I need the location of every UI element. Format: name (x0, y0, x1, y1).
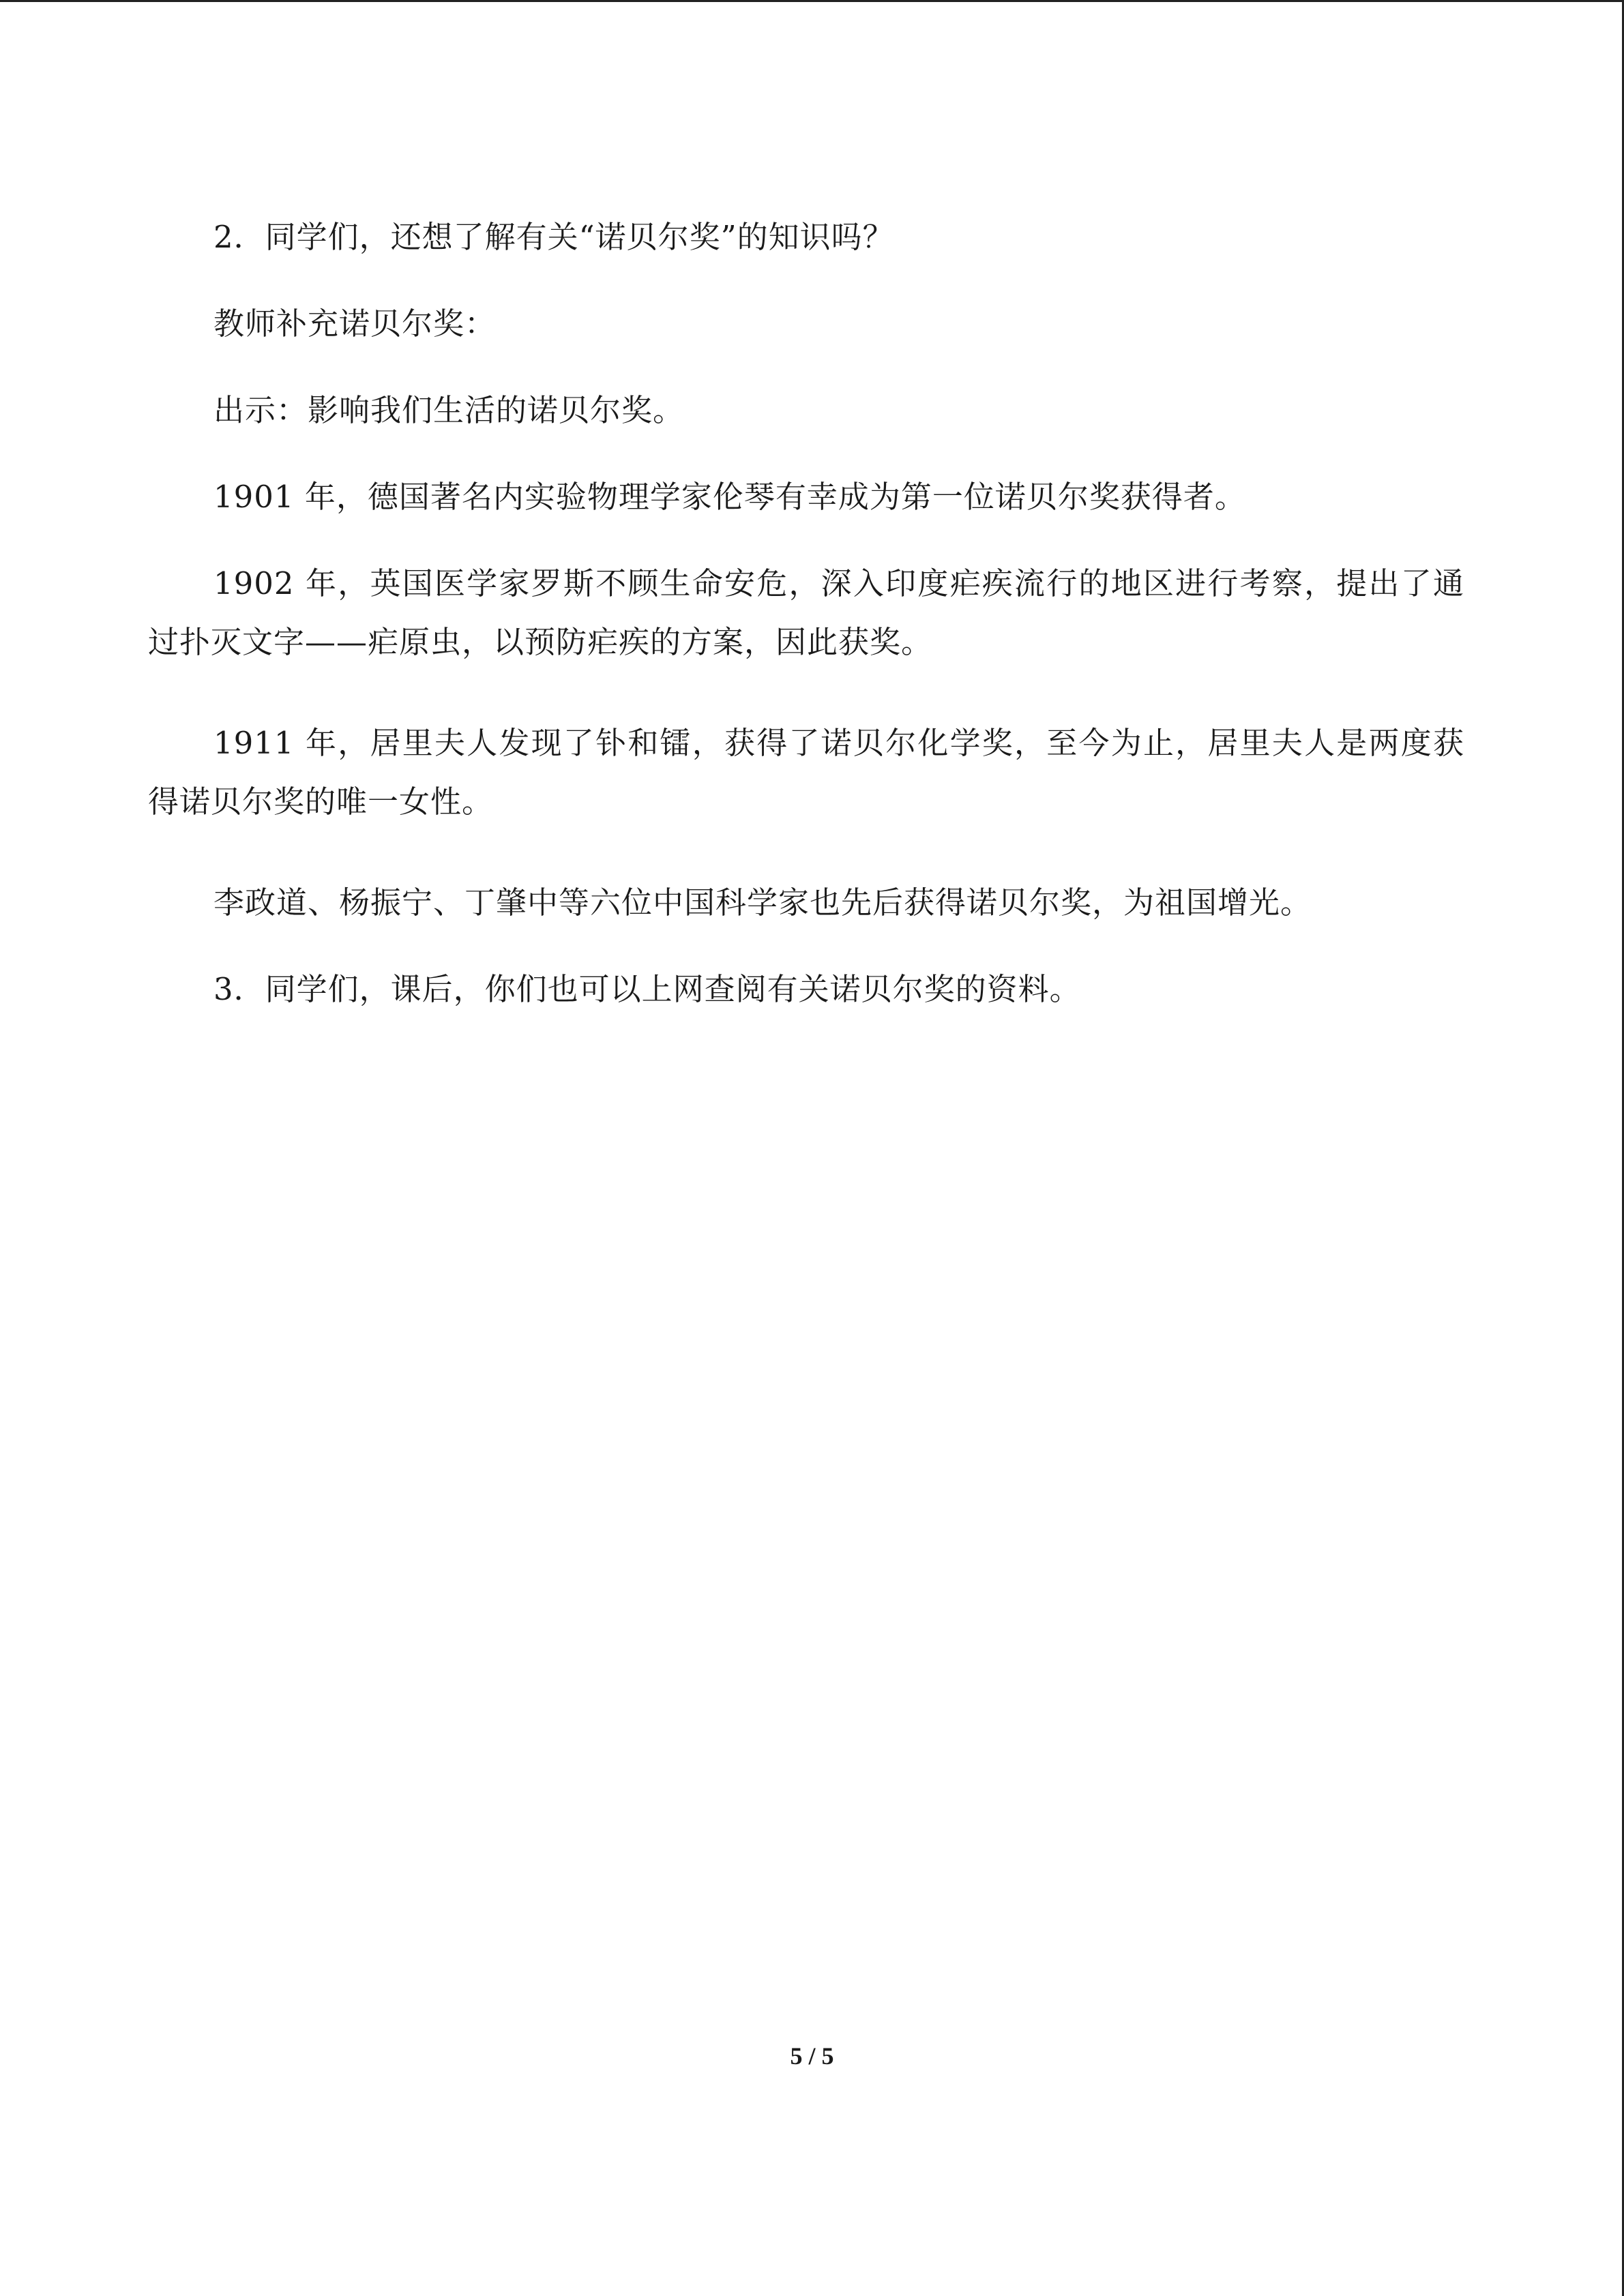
paragraph-show-title: 出示：影响我们生活的诺贝尔奖。 (213, 392, 685, 428)
paragraph-1911: 1911 年，居里夫人发现了钋和镭，获得了诺贝尔化学奖，至今为止，居里夫人是两度获得诺贝尔奖的唯一女性。 (148, 725, 1464, 820)
paragraph-1901: 1901 年，德国著名内实验物理学家伦琴有幸成为第一位诺贝尔奖获得者。 (213, 479, 1246, 515)
document-body (148, 208, 1464, 1047)
paragraph-teacher-supplement: 教师补充诺贝尔奖： (213, 305, 497, 342)
paragraph-1902: 1902 年，英国医学家罗斯不顾生命安危，深入印度疟疾流行的地区进行考察，提出了通过扑灭文字——疟原虫，以预防疟疾的方案，因此获奖。 (148, 565, 1464, 660)
paragraph-chinese-scientists: 李政道、杨振宁、丁肇中等六位中国科学家也先后获得诺贝尔奖，为祖国增光。 (213, 884, 1312, 921)
paragraph-homework: 3．同学们，课后，你们也可以上网查阅有关诺贝尔奖的资料。 (213, 971, 1081, 1007)
page-number: 5 / 5 (790, 2042, 834, 2070)
paragraph-question-nobel: 2．同学们，还想了解有关“诺贝尔奖”的知识吗？ (213, 219, 894, 255)
